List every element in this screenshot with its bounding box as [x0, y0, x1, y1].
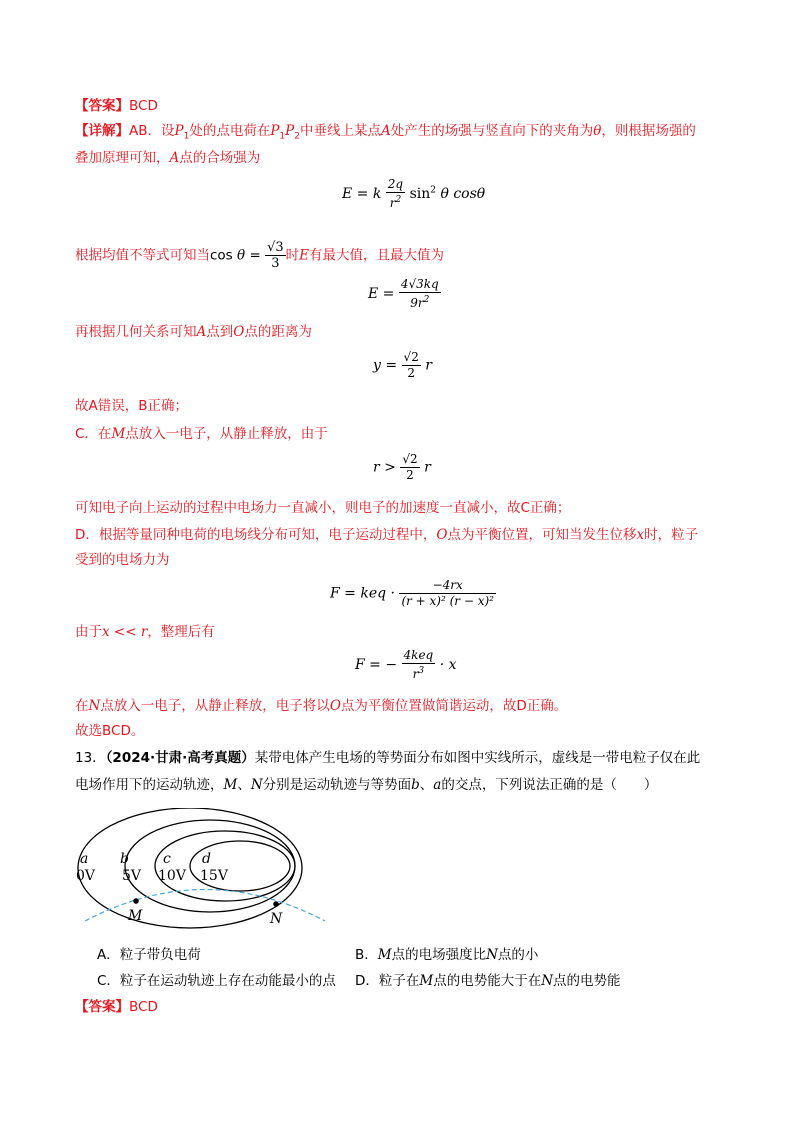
formula-sin: sin: [409, 186, 431, 202]
detail-line-1: [75, 121, 696, 147]
detail-text: 故选BCD。: [75, 723, 145, 739]
fraction: [386, 177, 405, 211]
detail-line-10: [75, 622, 215, 642]
label-point-m: M: [128, 908, 143, 924]
detail-text: C．在: [75, 426, 112, 442]
equals-sign: =: [249, 247, 261, 264]
answer-line-1: [75, 96, 158, 116]
detail-text: 根据均值不等式可知当: [75, 247, 210, 264]
fraction-denominator: (r + x)² (r − x)²: [401, 594, 494, 608]
fraction-denominator: 3: [271, 256, 280, 271]
detail-text: 点到: [206, 324, 234, 340]
option-d[interactable]: [355, 971, 621, 991]
detail-line-5: [75, 396, 188, 416]
var-x: x: [636, 527, 645, 543]
answer-value: BCD: [129, 999, 158, 1015]
detail-text: 点的合场强为: [179, 150, 261, 166]
var-n: N: [88, 698, 101, 714]
detail-text: 点为平衡位置，可知当发生位移: [447, 527, 637, 543]
label-c-voltage: 10V: [158, 868, 186, 884]
detail-text: 由于: [75, 624, 102, 640]
option-d-text: 点的电势能大于在: [433, 973, 542, 989]
formula-tail: θ cosθ: [440, 186, 486, 202]
den-text: 9r: [410, 296, 424, 310]
detail-text: 可知电子向上运动的过程中电场力一直减小，则电子的加速度一直减小，故C正确；: [75, 500, 571, 516]
detail-line-6: [75, 424, 328, 444]
var-n: N: [486, 947, 498, 963]
answer-bracket: 【答案】: [75, 999, 129, 1015]
formula-e-max: [368, 277, 441, 311]
option-b-text: 点的小: [497, 947, 539, 963]
question-text: 电场作用下的运动轨迹，: [75, 777, 224, 793]
superscript: 2: [430, 185, 436, 196]
fraction-denominator: [386, 193, 405, 211]
detail-text: D．根据等量同种电荷的电场线分布可知，电子运动过程中，: [75, 527, 437, 543]
question-number: 13．: [75, 750, 106, 766]
option-a-text: A．粒子带负电荷: [97, 947, 201, 963]
detail-line-8: [75, 525, 698, 545]
detail-line-4: [75, 322, 312, 342]
var-theta: θ: [593, 123, 602, 139]
fraction: [265, 240, 286, 271]
option-c-text: C．粒子在运动轨迹上存在动能最小的点: [97, 973, 336, 989]
formula-force: [330, 578, 496, 609]
detail-bracket: 【详解】: [75, 123, 129, 139]
answer-value: BCD: [129, 98, 158, 114]
subscript: 2: [294, 131, 300, 142]
equipotential-figure: [60, 808, 360, 938]
question-text: 的交点，下列说法正确的是（ ）: [441, 777, 658, 793]
formula-tail: · x: [439, 657, 457, 673]
formula-y: [373, 350, 432, 381]
fraction-numerator: 2q: [387, 177, 404, 191]
option-b-text: B．: [355, 947, 378, 963]
fraction: [400, 452, 419, 483]
formula-lhs: y =: [373, 357, 398, 374]
option-b-text: 点的电场强度比: [391, 947, 487, 963]
detail-text: ，整理后有: [147, 624, 215, 640]
label-b: b: [120, 851, 129, 867]
var-r: r: [140, 624, 148, 640]
var-e: E: [299, 247, 309, 264]
var-m: M: [419, 973, 434, 989]
point-n-dot: [273, 901, 279, 907]
detail-text: 处的点电荷在: [189, 123, 271, 139]
var-m: M: [377, 947, 392, 963]
option-d-text: 点的电势能: [553, 973, 621, 989]
var-a: a: [433, 777, 442, 793]
var-n: N: [541, 973, 554, 989]
particle-trajectory: [85, 890, 325, 922]
fraction-numerator: √2: [402, 452, 418, 466]
cos-text: cos: [210, 247, 233, 264]
fraction: [399, 277, 441, 311]
question-text: 、: [237, 777, 251, 793]
fraction-denominator: [402, 664, 436, 682]
detail-text: 点为平衡位置做简谐运动，故D正确。: [340, 698, 568, 714]
detail-line-2: [75, 148, 260, 168]
point-m-dot: [133, 898, 139, 904]
fraction-denominator: 2: [406, 468, 414, 482]
question-text: 、: [419, 777, 434, 793]
superscript: 3: [418, 666, 425, 676]
detail-text: AB．设: [129, 123, 175, 139]
detail-line-11: [75, 696, 567, 716]
var-a: A: [196, 324, 207, 340]
fraction-denominator: [399, 293, 441, 311]
question-text: 某带电体产生电场的等势面分布如图中实线所示，虚线是一带电粒子仅在此: [254, 750, 701, 766]
detail-text: 再根据几何关系可知: [75, 324, 197, 340]
fraction: [402, 648, 436, 682]
detail-text: 点的距离为: [244, 324, 312, 340]
question-text: 分别是运动轨迹与等势面: [262, 777, 412, 793]
much-less-sign: <<: [113, 624, 137, 640]
label-d-voltage: 15V: [200, 868, 228, 884]
superscript: 2: [395, 195, 402, 205]
subscript: 1: [279, 131, 286, 142]
label-a: a: [80, 851, 89, 867]
formula-force-simplified: [355, 648, 456, 682]
var-m: M: [111, 426, 126, 442]
fraction-numerator: √3: [267, 240, 284, 255]
label-b-voltage: 5V: [122, 868, 142, 884]
formula-r-inequality: [373, 452, 431, 483]
detail-text: 时，粒子: [644, 527, 699, 543]
var-o: O: [233, 324, 245, 340]
formula-lhs: F = keq ·: [330, 585, 395, 602]
fraction-numerator: √2: [403, 350, 419, 364]
option-a[interactable]: [97, 945, 201, 965]
detail-text: 受到的电场力为: [75, 552, 170, 568]
detail-text: 中垂线上某点: [299, 123, 381, 139]
fraction: [402, 350, 421, 381]
label-c: c: [163, 851, 171, 867]
var-x: x: [102, 624, 110, 640]
detail-line-12: [75, 721, 144, 741]
formula-tail: r: [425, 357, 432, 374]
den-text: r: [412, 667, 419, 681]
answer-line-2: [75, 997, 158, 1017]
detail-text: 点放入一电子，从静止释放，由于: [125, 426, 328, 442]
fraction-numerator: 4√3kq: [400, 277, 439, 291]
question-line-1: [75, 748, 700, 768]
answer-bracket: 【答案】: [75, 98, 129, 114]
label-d: d: [202, 851, 211, 867]
var-p: P: [174, 123, 184, 139]
var-o: O: [329, 698, 341, 714]
detail-line-3: [75, 240, 444, 271]
fraction-numerator: −4rx: [399, 578, 496, 594]
var-m: M: [223, 777, 238, 793]
var-p: P: [285, 123, 295, 139]
formula-lhs: r >: [373, 459, 396, 476]
option-d-text: D．粒子在: [355, 973, 420, 989]
detail-text: ，则根据场强的: [601, 123, 696, 139]
var-theta: θ: [237, 247, 246, 264]
superscript: 2: [423, 295, 430, 305]
question-line-2: [75, 775, 657, 795]
fraction-denominator: 2: [407, 366, 415, 380]
fraction-numerator: 4keq: [403, 648, 434, 662]
detail-text: 故A错误，B正确；: [75, 398, 188, 414]
formula-lhs: E =: [368, 286, 395, 302]
detail-line-9: [75, 550, 170, 570]
var-a: A: [169, 150, 180, 166]
detail-text: 在: [75, 698, 89, 714]
detail-text: 处产生的场强与竖直向下的夹角为: [390, 123, 594, 139]
label-point-n: N: [270, 911, 283, 927]
detail-line-7: [75, 498, 570, 518]
fraction: [399, 578, 496, 609]
option-c[interactable]: [97, 971, 336, 991]
formula-e-field: [342, 177, 485, 211]
formula-lhs: E = k: [342, 186, 382, 202]
formula-tail: r: [424, 459, 431, 476]
detail-text: 叠加原理可知，: [75, 150, 170, 166]
var-p: P: [270, 123, 280, 139]
var-a: A: [380, 123, 391, 139]
den-text: r: [389, 196, 396, 210]
var-n: N: [250, 777, 263, 793]
subscript: 1: [183, 131, 190, 142]
detail-text: 时: [285, 247, 300, 264]
detail-text: 有最大值，且最大值为: [308, 247, 444, 264]
option-b[interactable]: [355, 945, 538, 965]
detail-text: 点放入一电子，从静止释放，电子将以: [100, 698, 330, 714]
label-a-voltage: 0V: [76, 868, 96, 884]
formula-lhs: F = −: [355, 657, 398, 673]
var-b: b: [411, 777, 420, 793]
var-o: O: [436, 527, 448, 543]
question-source: （2024·甘肃·高考真题）: [105, 750, 255, 766]
